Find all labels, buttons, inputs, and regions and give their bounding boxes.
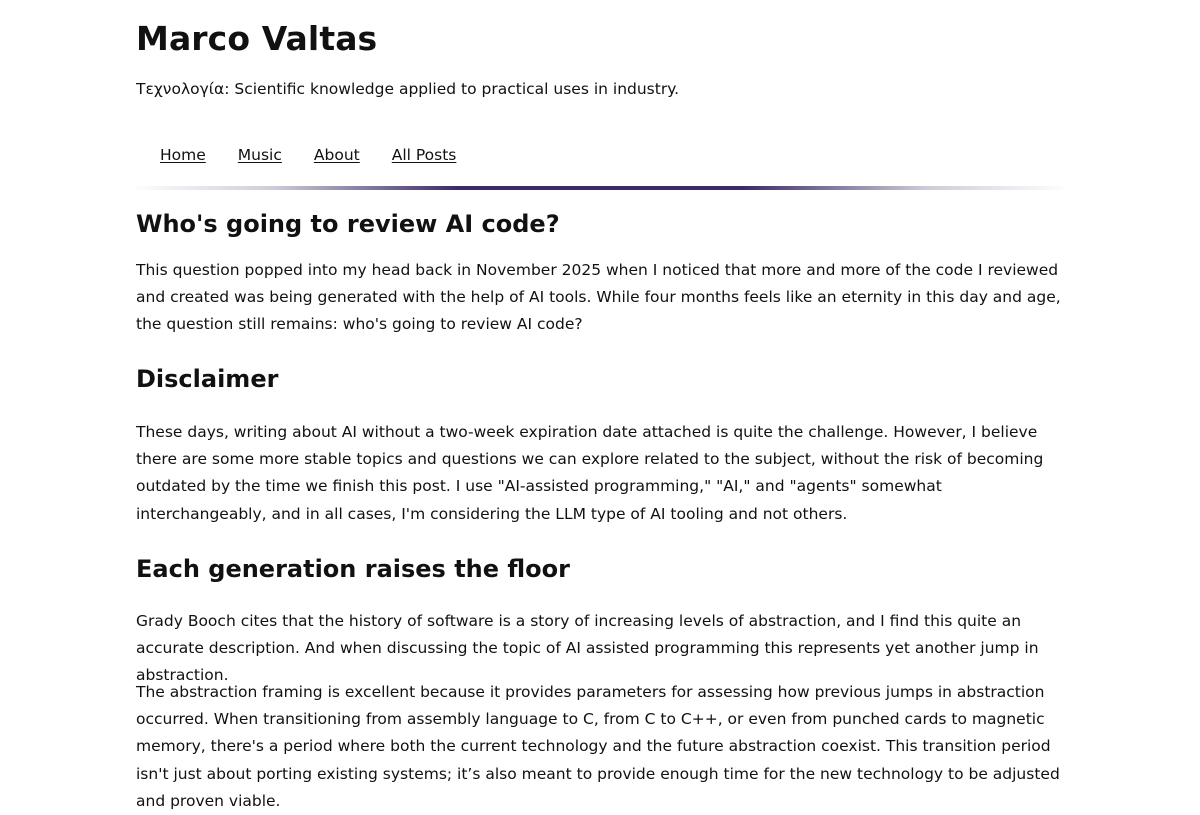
header-divider bbox=[130, 186, 1070, 190]
each-generation-paragraph-1: Grady Booch cites that the history of software is a story of increasing levels of abstraction, and I find this quite an accurate description. And when discussing the topic of AI assisted programming this represents yet another jump in abstraction. bbox=[136, 612, 1039, 685]
site-tagline: Τεχνολογία: Scientific knowledge applied to practical uses in industry. bbox=[136, 80, 680, 98]
main-nav bbox=[160, 144, 488, 166]
nav-link-about[interactable]: About bbox=[313, 146, 360, 164]
section-heading-each-generation: Each generation raises the floor bbox=[136, 555, 570, 583]
article-title: Who's going to review AI code? bbox=[136, 210, 560, 238]
disclaimer-paragraph: These days, writing about AI without a two-week expiration date attached is quite the challenge. However, I believe there are some more stable topics and questions we can explore related to the subject, without the risk of becoming outdated by the time we finish this post. I use "AI-assisted programming," "AI," and "agents" somewhat interchangeably, and in all cases, I'm considering the LLM type of AI tooling and not others. bbox=[136, 423, 1044, 523]
site-title[interactable]: Marco Valtas bbox=[136, 19, 378, 58]
each-generation-paragraph-2: The abstraction framing is excellent because it provides parameters for assessing how previous jumps in abstraction occurred. When transitioning from assembly language to C, from C to C++, or even from punched cards to magnetic memory, there's a period where both the current technology and the future abstraction coexist. This transition period isn't just about porting existing systems; it’s also meant to provide enough time for the new technology to be adjusted and proven viable. bbox=[136, 683, 1060, 810]
article-intro-paragraph: This question popped into my head back in November 2025 when I noticed that more and more of the code I reviewed and created was being generated with the help of AI tools. While four months feels like an eternity in this day and age, the question still remains: who's going to review AI code? bbox=[136, 261, 1061, 334]
nav-link-all-posts[interactable]: All Posts bbox=[391, 146, 457, 164]
section-heading-disclaimer: Disclaimer bbox=[136, 365, 279, 393]
nav-link-home[interactable]: Home bbox=[160, 146, 206, 164]
nav-link-music[interactable]: Music bbox=[237, 146, 282, 164]
